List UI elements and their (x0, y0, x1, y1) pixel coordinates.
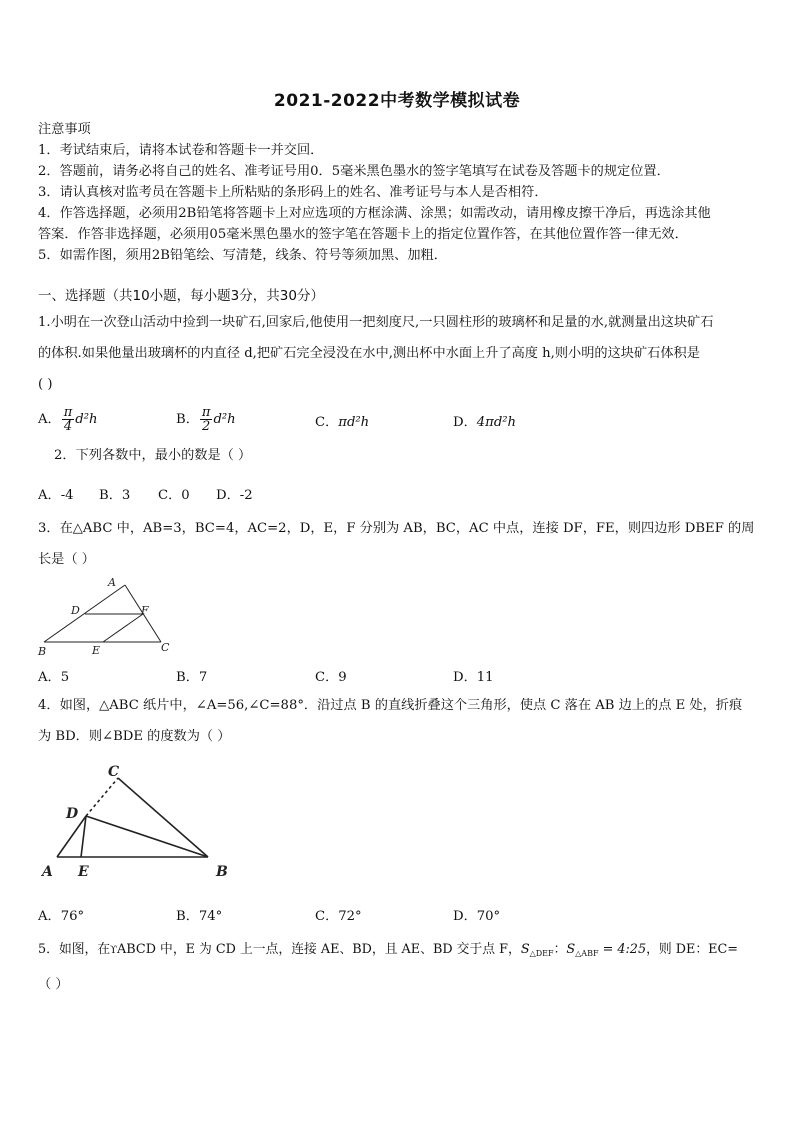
fraction: $\frac{\pi}{4}$ (63, 405, 73, 434)
q1-options (38, 404, 758, 438)
q3-option-c: C．9 (315, 670, 347, 685)
q1-line-1: 1.小明在一次登山活动中捡到一块矿石,回家后,他使用一把刻度尺,一只圆柱形的玻璃杯和足量的水,就测量出这块矿石 (38, 315, 714, 330)
q4-option-c: C．72° (315, 909, 362, 924)
q2-option-c: C．0 (158, 488, 190, 503)
label-a: A (108, 576, 116, 589)
side-cb (118, 778, 208, 857)
label-e: E (92, 644, 101, 657)
q3-triangle-figure (34, 574, 184, 660)
label-d: D (66, 806, 79, 822)
q1-option-a: A． $\frac{\pi}{4}$ d²h (38, 405, 98, 434)
q1-line-3: ( ) (38, 377, 53, 392)
folded-segment-dc (86, 778, 118, 816)
q1-option-c: C．πd²h (315, 415, 370, 430)
notice-line-6: 5．如需作图，须用2B铅笔绘、写清楚，线条、符号等须加黑、加粗． (38, 248, 447, 263)
label-b: B (216, 864, 228, 880)
q4-line-2: 为 BD．则∠BDE 的度数为（ ） (38, 729, 231, 744)
q3-options (38, 666, 758, 688)
q4-option-b: B．74° (176, 909, 223, 924)
q3-option-b: B．7 (176, 670, 208, 685)
notice-line-1: 1．考试结束后，请将本试卷和答题卡一并交回． (38, 143, 324, 158)
q1-option-b: B． $\frac{\pi}{2}$ d²h (176, 405, 236, 434)
fold-line-bd (86, 816, 208, 857)
label-a: A (42, 864, 53, 880)
label-d: D (71, 604, 80, 617)
label-b: B (38, 645, 47, 658)
notice-line-5: 答案．作答非选择题，必须用05毫米黑色墨水的签字笔在答题卡上的指定位置作答，在其他位置作答一律无效． (38, 227, 688, 242)
q1-line-2: 的体积.如果他量出玻璃杯的内直径 d,把矿石完全浸没在水中,测出杯中水面上升了高度 h,则小明的这块矿石体积是 (38, 346, 700, 361)
notice-line-3: 3．请认真核对监考员在答题卡上所粘贴的条形码上的姓名、准考证号与本人是否相符． (38, 185, 548, 200)
page-title: 2021-2022中考数学模拟试卷 (273, 91, 521, 111)
q1-option-d: D．4πd²h (453, 415, 517, 430)
label-e: E (78, 864, 89, 880)
q4-line-1: 4．如图，△ABC 纸片中，∠A=56,∠C=88°．沿过点 B 的直线折叠这个三角形，使点 C 落在 AB 边上的点 E 处，折痕 (38, 698, 743, 713)
q3-option-d: D．11 (453, 670, 494, 685)
q3-line-1: 3．在△ABC 中，AB=3，BC=4，AC=2，D，E，F 分别为 AB，BC，AC 中点，连接 DF，FE，则四边形 DBEF 的周 (38, 521, 755, 536)
notice-heading: 注意事项 (38, 122, 91, 137)
q2-options (38, 484, 758, 506)
label-c: C (161, 641, 170, 654)
segment-fe (103, 614, 143, 642)
q4-option-a: A．76° (38, 909, 85, 924)
q2-option-a: A．-4 (38, 488, 74, 503)
q5-line-1: 5．如图，在ϒABCD 中，E 为 CD 上一点，连接 AE、BD，且 AE、BD 交于点 F，$S_{\triangle DEF}$：$S_{\triangle ABF}$ = 4:25，则 DE：EC= (38, 942, 739, 958)
section-heading: 一、选择题（共10小题，每小题3分，共30分） (38, 288, 324, 304)
q4-fold-figure (36, 760, 236, 882)
notice-line-4: 4．作答选择题，必须用2B铅笔将答题卡上对应选项的方框涂满、涂黑；如需改动，请用橡皮擦干净后，再选涂其他 (38, 206, 711, 221)
label-f: F (141, 604, 149, 617)
label-c: C (108, 764, 120, 780)
q4-option-d: D．70° (453, 909, 501, 924)
q2-option-b: B．3 (99, 488, 131, 503)
q3-line-2: 长是（ ） (38, 552, 95, 567)
fraction: $\frac{\pi}{2}$ (201, 405, 211, 434)
q2-option-d: D．-2 (216, 488, 253, 503)
q2-stem: 2．下列各数中，最小的数是（ ） (54, 448, 252, 463)
notice-line-2: 2．答题前，请务必将自己的姓名、准考证号用0．5毫米黑色墨水的签字笔填写在试卷及答题卡的规定位置． (38, 164, 670, 179)
q4-options (38, 905, 758, 927)
q5-line-2: （ ） (38, 977, 69, 992)
q3-option-a: A．5 (38, 670, 70, 685)
